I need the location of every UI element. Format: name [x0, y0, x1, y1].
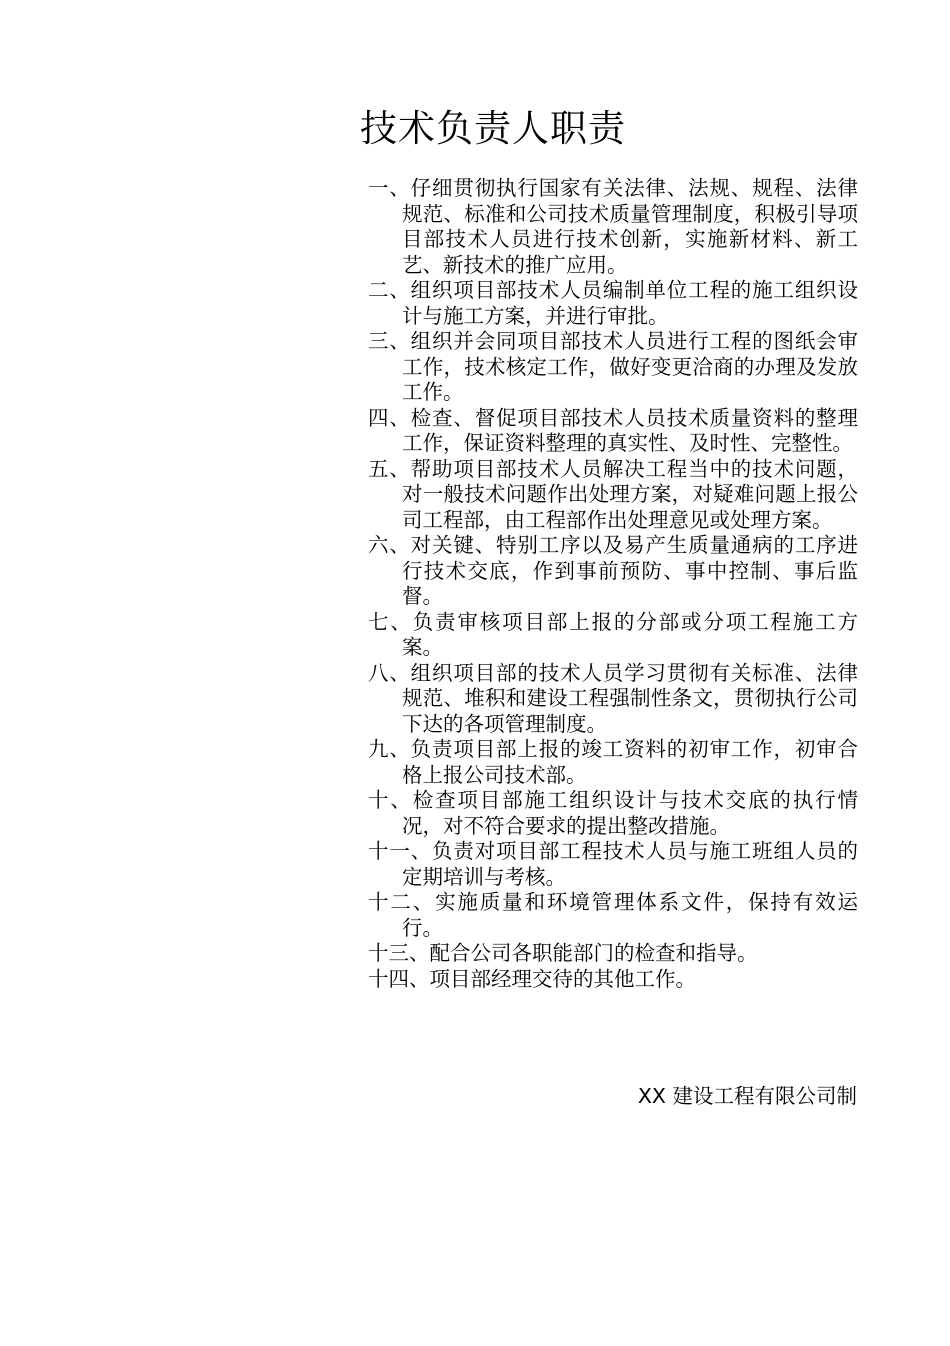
duty-item-8: 八、组织项目部的技术人员学习贯彻有关标准、法律规范、堆积和建设工程强制性条文，贯彻执行公司下达的各项管理制度。 — [368, 660, 858, 736]
duty-item-10: 十、检查项目部施工组织设计与技术交底的执行情况，对不符合要求的提出整改措施。 — [368, 788, 858, 838]
duty-item-1: 一、仔细贯彻执行国家有关法律、法规、规程、法律规范、标准和公司技术质量管理制度，积极引导项目部技术人员进行技术创新，实施新材料、新工艺、新技术的推广应用。 — [368, 176, 858, 277]
duty-item-3: 三、组织并会同项目部技术人员进行工程的图纸会审工作，技术核定工作，做好变更洽商的办理及发放工作。 — [368, 329, 858, 404]
duty-item-5: 五、帮助项目部技术人员解决工程当中的技术问题，对一般技术问题作出处理方案，对疑难问题上报公司工程部，由工程部作出处理意见或处理方案。 — [368, 456, 858, 532]
page-title: 技术负责人职责 — [360, 107, 626, 150]
duty-item-9: 九、负责项目部上报的竣工资料的初审工作，初审合格上报公司技术部。 — [368, 737, 858, 787]
duty-item-12: 十二、实施质量和环境管理体系文件，保持有效运行。 — [368, 890, 858, 940]
duty-item-7: 七、负责审核项目部上报的分部或分项工程施工方案。 — [368, 609, 858, 659]
duty-item-13: 十三、配合公司各职能部门的检查和指导。 — [368, 941, 758, 965]
company-footer: XX 建设工程有限公司制 — [637, 1084, 857, 1108]
duty-item-6: 六、对关键、特别工序以及易产生质量通病的工序进行技术交底，作到事前预防、事中控制、事后监督。 — [368, 533, 858, 608]
duty-item-4: 四、检查、督促项目部技术人员技术质量资料的整理工作，保证资料整理的真实性、及时性、完整性。 — [368, 405, 858, 455]
duty-list — [368, 176, 858, 992]
duty-item-11: 十一、负责对项目部工程技术人员与施工班组人员的定期培训与考核。 — [368, 839, 858, 889]
duty-item-14: 十四、项目部经理交待的其他工作。 — [368, 966, 696, 991]
duty-item-2: 二、组织项目部技术人员编制单位工程的施工组织设计与施工方案，并进行审批。 — [368, 278, 858, 328]
